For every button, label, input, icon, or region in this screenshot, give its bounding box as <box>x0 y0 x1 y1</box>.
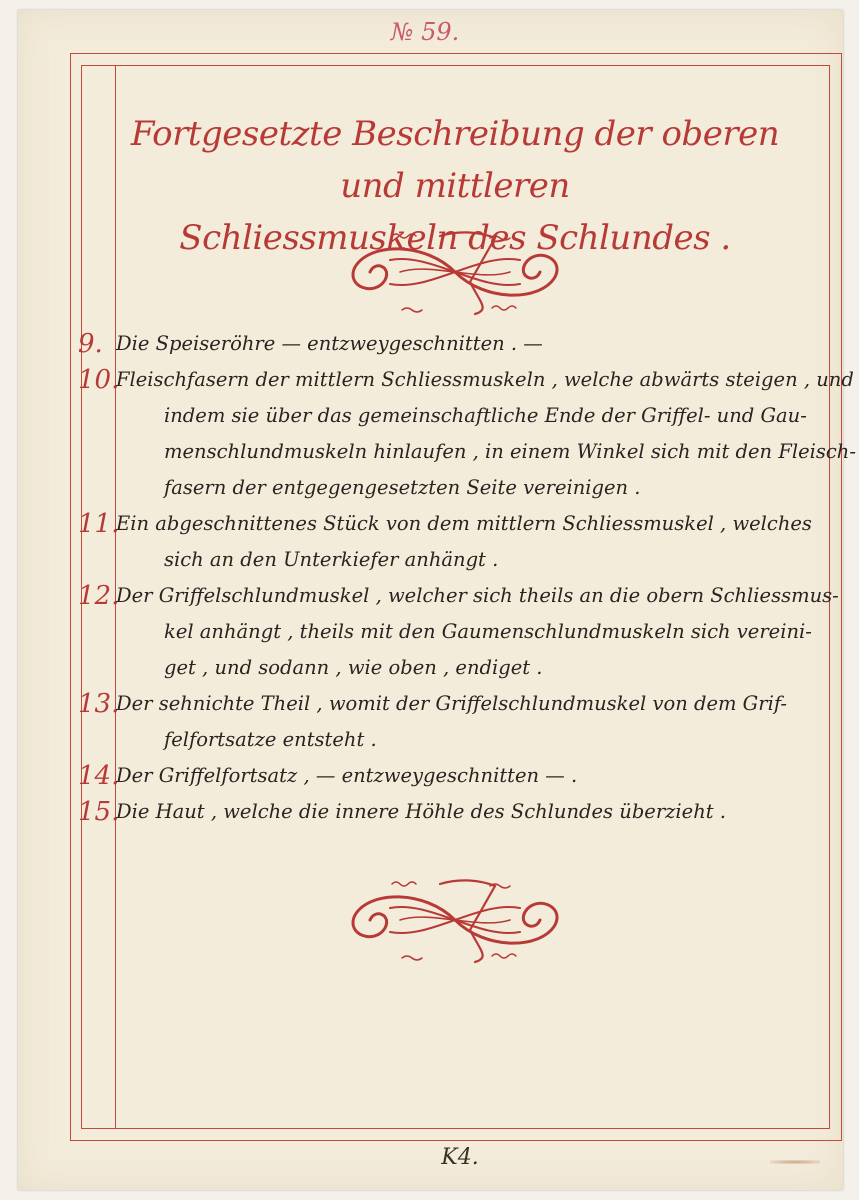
entry-line: felfortsatze entsteht . <box>164 728 377 751</box>
paper-stain <box>770 1160 820 1164</box>
entry-text <box>116 794 812 830</box>
entry-number: 12. <box>78 581 120 611</box>
entry-line: Fleischfasern der mittlern Schliessmuskeln , welche abwärts steigen , und <box>116 368 854 391</box>
entry-line: sich an den Unterkiefer anhängt . <box>164 548 499 571</box>
entry-line: Der sehnichte Theil , womit der Griffelschlundmuskel von dem Grif- <box>116 692 787 715</box>
flourish-ornament-bottom <box>330 870 580 970</box>
title-line-2: Schliessmuskeln des Schlundes . <box>179 218 731 258</box>
plate-number: № 59. <box>390 18 460 46</box>
entry-text <box>116 686 812 758</box>
entry-text <box>116 758 812 794</box>
entry-text <box>116 362 859 506</box>
legend-entry-13 <box>72 686 812 758</box>
entry-number: 13. <box>78 689 120 719</box>
flourish-ornament-top <box>330 222 580 322</box>
entry-number: 11. <box>78 509 120 539</box>
entry-line: Der Griffelfortsatz , — entzweygeschnitten — . <box>116 764 578 787</box>
entry-text <box>116 326 812 362</box>
legend-entry-11 <box>72 506 812 578</box>
entry-number: 10. <box>78 365 120 395</box>
entry-number: 15. <box>78 797 120 827</box>
entry-line: get , und sodann , wie oben , endiget . <box>164 656 543 679</box>
signature-mark: K4. <box>441 1145 479 1170</box>
entry-line: fasern der entgegengesetzten Seite vereinigen . <box>164 476 641 499</box>
legend-entry-14 <box>72 758 812 794</box>
entry-line: indem sie über das gemeinschaftliche Ende der Griffel- und Gau- <box>164 404 807 427</box>
legend-entries <box>72 326 856 830</box>
entry-text <box>116 506 826 578</box>
legend-entry-10 <box>72 362 856 506</box>
entry-line: Die Speiseröhre — entzweygeschnitten . — <box>116 332 543 355</box>
entry-line: menschlundmuskeln hinlaufen , in einem Winkel sich mit den Fleisch- <box>164 440 856 463</box>
entry-number: 9. <box>78 329 103 359</box>
entry-line: Die Haut , welche die innere Höhle des Schlundes überzieht . <box>116 800 727 823</box>
title-line-1: Fortgesetzte Beschreibung der oberen und mittleren <box>130 114 780 206</box>
legend-entry-12 <box>72 578 839 686</box>
entry-line: Der Griffelschlundmuskel , welcher sich theils an die obern Schliessmus- <box>116 584 839 607</box>
entry-line: Ein abgeschnittenes Stück von dem mittlern Schliessmuskel , welches <box>116 512 812 535</box>
legend-entry-15 <box>72 794 812 830</box>
entry-text <box>116 578 853 686</box>
legend-entry-9 <box>72 326 812 362</box>
entry-line: kel anhängt , theils mit den Gaumenschlundmuskeln sich vereini- <box>164 620 812 643</box>
entry-number: 14. <box>78 761 120 791</box>
